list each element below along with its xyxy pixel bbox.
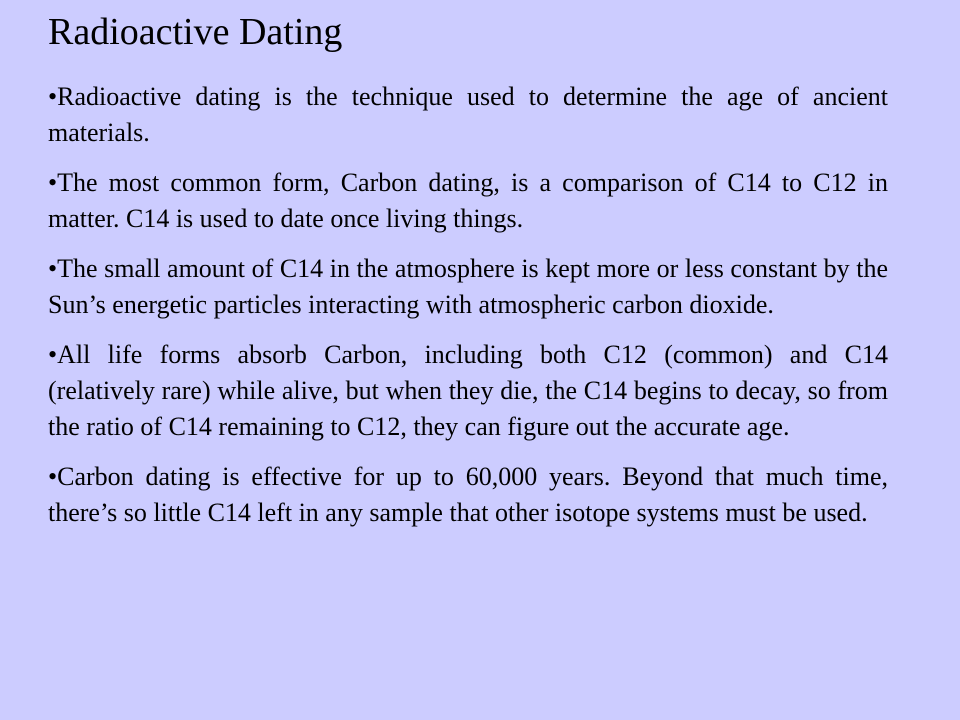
bullet-marker: • (48, 254, 58, 283)
bullet-item (48, 251, 888, 323)
bullet-text: The small amount of C14 in the atmosphere is kept more or less constant by the Sun’s energetic particles interacting with atmospheric carbon dioxide. (48, 254, 888, 319)
bullet-item (48, 79, 888, 151)
bullet-marker: • (48, 462, 58, 491)
bullet-list (48, 79, 888, 545)
bullet-marker: • (48, 82, 58, 111)
bullet-item (48, 459, 888, 531)
bullet-item (48, 337, 888, 445)
bullet-text: Carbon dating is effective for up to 60,000 years. Beyond that much time, there’s so little C14 left in any sample that other isotope systems must be used. (48, 462, 888, 527)
bullet-item (48, 165, 888, 237)
bullet-marker: • (48, 168, 58, 197)
bullet-text: All life forms absorb Carbon, including both C12 (common) and C14 (relatively rare) while alive, but when they die, the C14 begins to decay, so from the ratio of C14 remaining to C12, they can figure out the accurate age. (48, 340, 888, 441)
bullet-text: The most common form, Carbon dating, is a comparison of C14 to C12 in matter. C14 is used to date once living things. (48, 168, 888, 233)
bullet-text: Radioactive dating is the technique used to determine the age of ancient materials. (48, 82, 888, 147)
bullet-marker: • (48, 340, 58, 369)
slide-title: Radioactive Dating (48, 11, 343, 53)
